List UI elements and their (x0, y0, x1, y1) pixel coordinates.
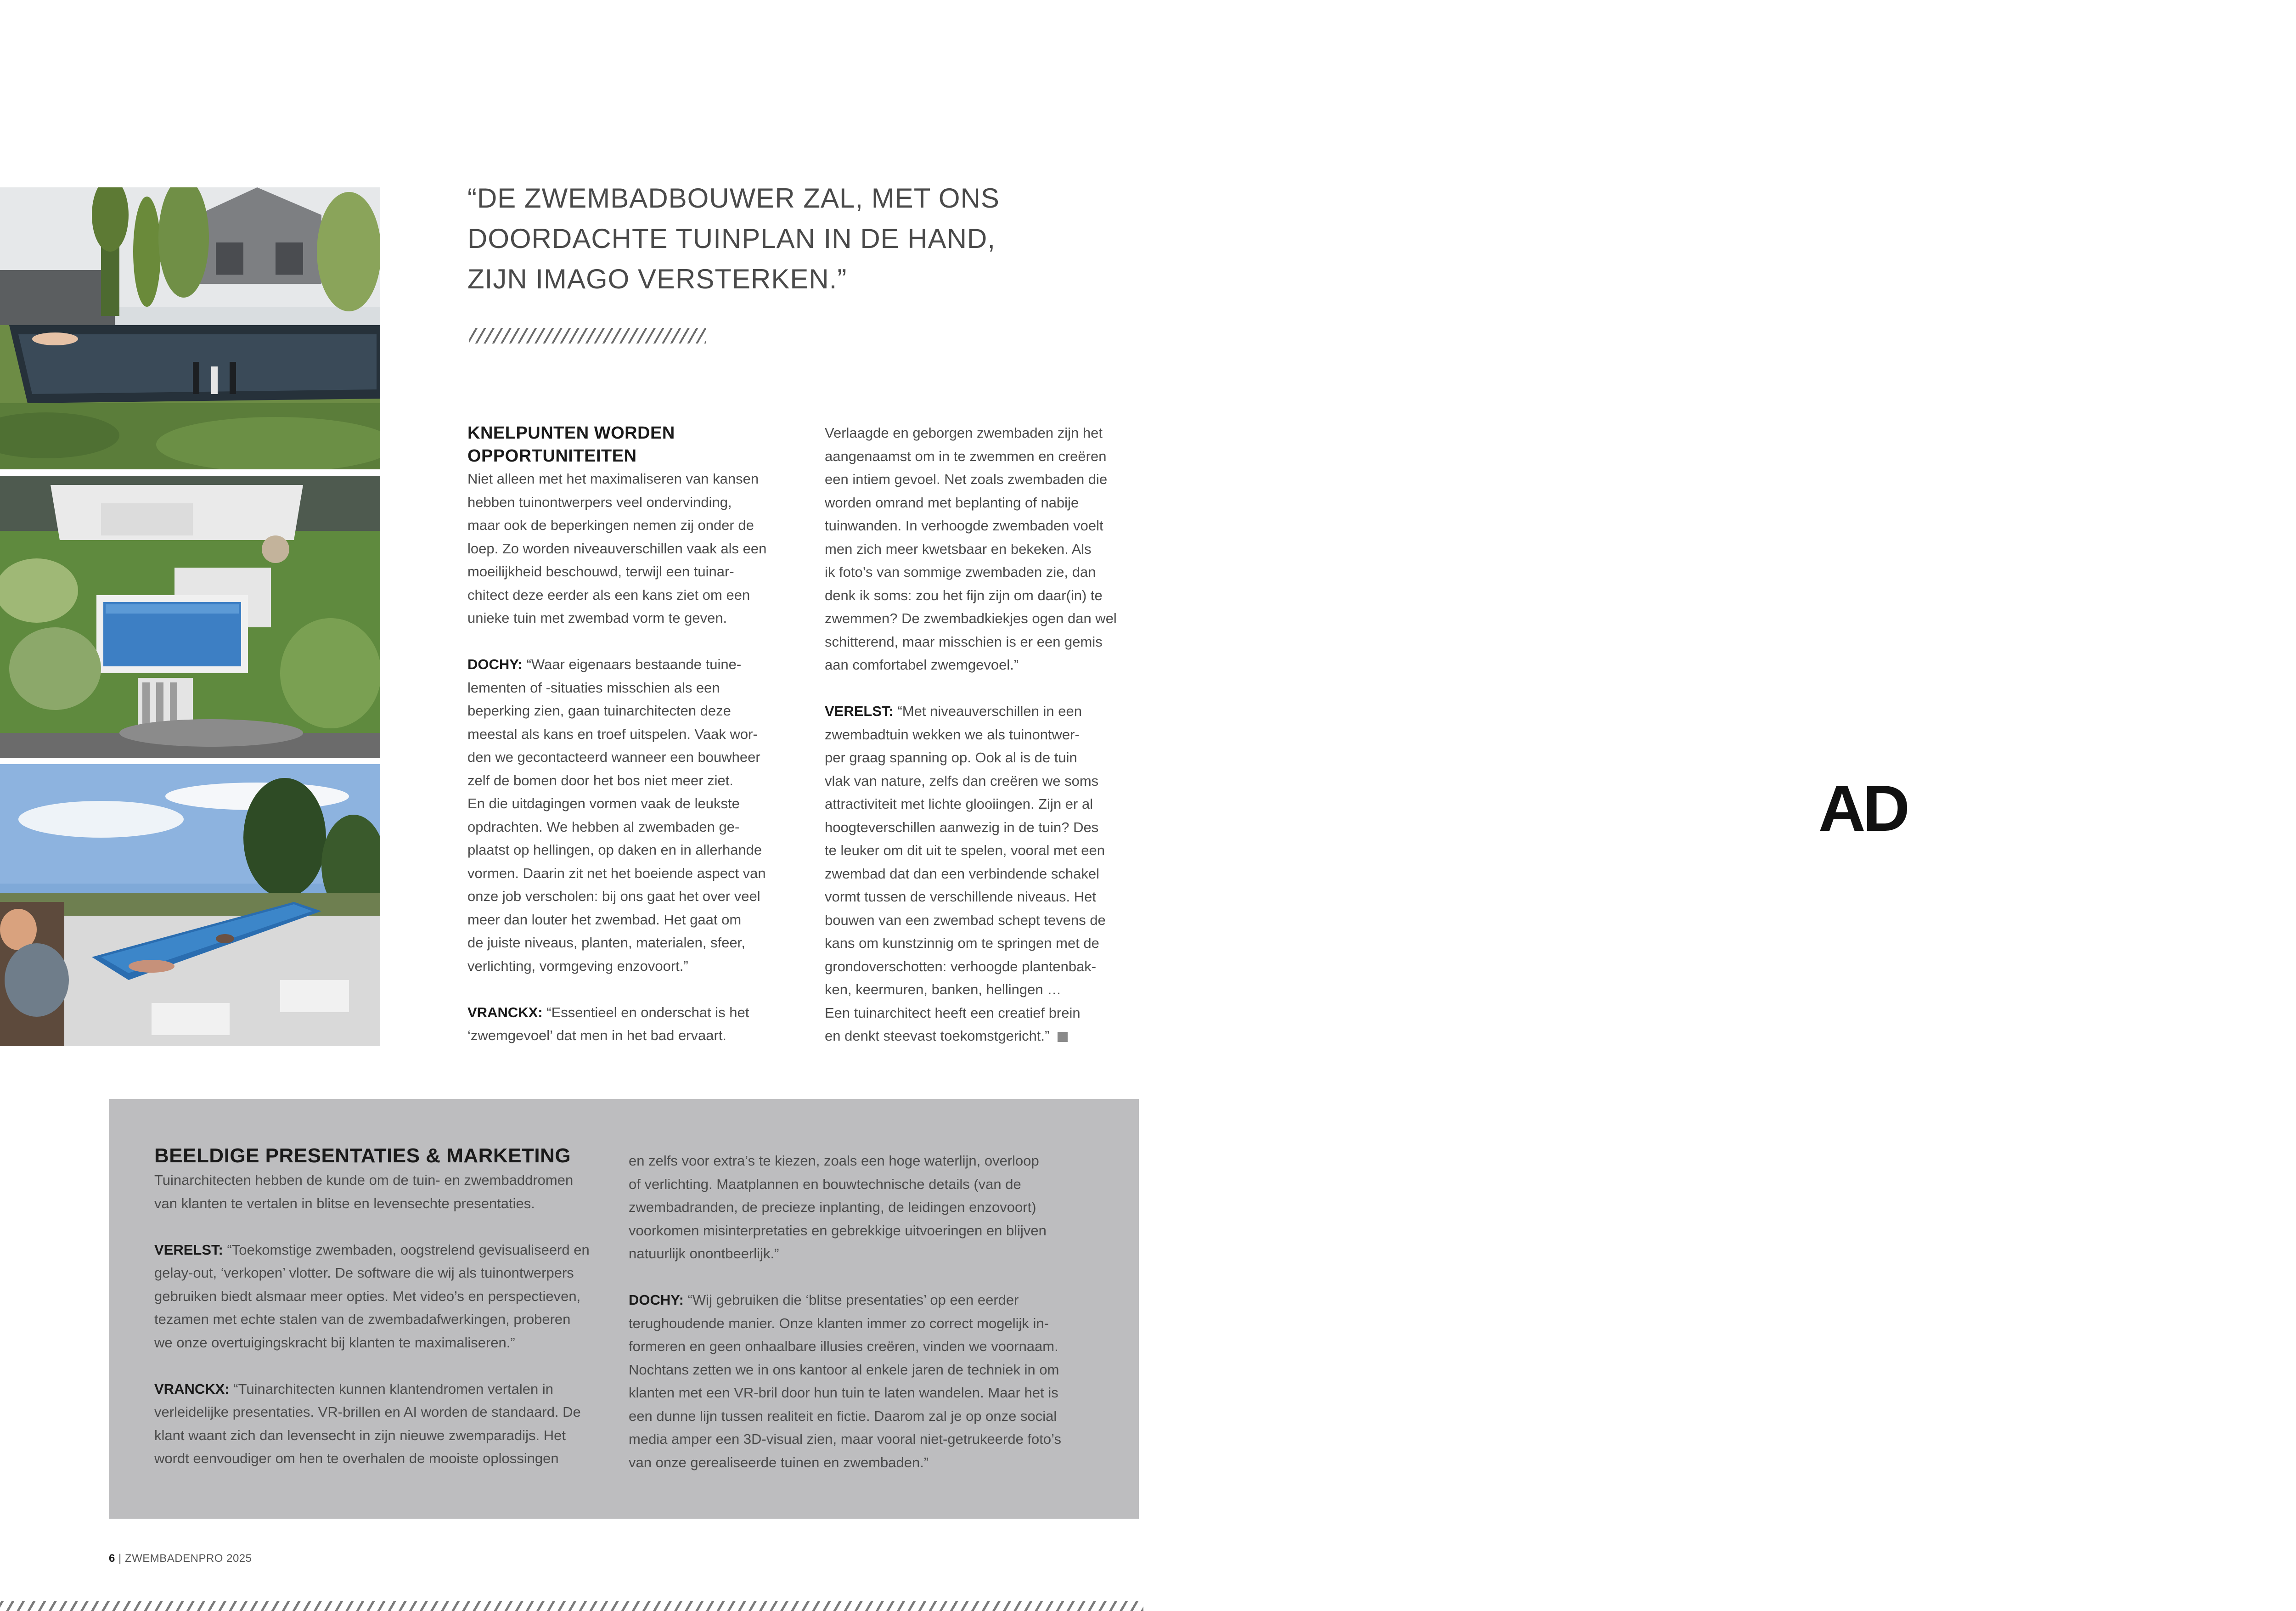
box-column-right (629, 1149, 1097, 1474)
pool-perspective-render-image (0, 764, 380, 1046)
paragraph-line: van onze gerealiseerde tuinen en zwembaden.” (629, 1454, 929, 1470)
paragraph-line: Nochtans zetten we in ons kantoor al enkele jaren de techniek in om (629, 1361, 1059, 1378)
paragraph-line: zwembadranden, de precieze inplanting, de leidingen enzovoort) (629, 1199, 1036, 1215)
paragraph-line: VRANCKX: “Essentieel en onderschat is het (467, 1004, 749, 1020)
paragraph-line: DOCHY: “Wij gebruiken die ‘blitse presentaties’ op een eerder (629, 1292, 1019, 1308)
paragraph-line: Een tuinarchitect heeft een creatief brein (825, 1004, 1080, 1021)
paragraph-line: grondoverschotten: verhoogde plantenbak- (825, 958, 1097, 974)
paragraph-line: attractiviteit met lichte glooiingen. Zijn er al (825, 796, 1093, 812)
paragraph-line: verlichting, vormgeving enzovoort.” (467, 958, 688, 974)
pull-quote-line: DOORDACHTE TUINPLAN IN DE HAND, (467, 223, 996, 254)
page-footer: 6 | ZWEMBADENPRO 2025 (109, 1552, 252, 1565)
paragraph-line: unieke tuin met zwembad vorm te geven. (467, 610, 727, 626)
paragraph-line: opdrachten. We hebben al zwembaden ge- (467, 818, 740, 835)
paragraph-line: per graag spanning op. Ook al is de tuin (825, 749, 1077, 766)
paragraph-line: voorkomen misinterpretaties en gebrekkige uitvoeringen en blijven (629, 1222, 1047, 1239)
paragraph-line: ik foto’s van sommige zwembaden zie, dan (825, 564, 1096, 580)
article-column-left (467, 422, 789, 1048)
paragraph-line: klanten met een VR-bril door hun tuin te laten wandelen. Maar het is (629, 1385, 1058, 1401)
paragraph-line: hoogteverschillen aanwezig in de tuin? Des (825, 819, 1099, 835)
pull-quote-line: ZIJN IMAGO VERSTERKEN.” (467, 264, 847, 294)
paragraph-line: meer dan louter het zwembad. Het gaat om (467, 911, 742, 928)
end-of-article-square-icon (1058, 1032, 1068, 1042)
paragraph-line: denk ik soms: zou het fijn zijn om daar(in) te (825, 587, 1103, 603)
paragraph-line: en denkt steevast toekomstgericht.” (825, 1025, 1146, 1048)
paragraph-line: tezamen met echte stalen van de zwembadafwerkingen, proberen (154, 1311, 571, 1327)
paragraph-line: chitect deze eerder als een kans ziet om een (467, 586, 750, 603)
paragraph-line: VRANCKX: “Tuinarchitecten kunnen klantendromen vertalen in (154, 1380, 554, 1397)
paragraph-line: zwemmen? De zwembadkiekjes ogen dan wel (825, 610, 1117, 626)
paragraph-line: formeren en geen onhaalbare illusies creëren, vinden we voornaam. (629, 1338, 1058, 1354)
speaker-name: VRANCKX: (467, 1004, 543, 1020)
paragraph-line: aangenaamst om in te zwemmen en creëren (825, 448, 1107, 464)
paragraph-line: media amper een 3D-visual zien, maar vooral niet-getrukeerde foto’s (629, 1431, 1061, 1447)
paragraph-line: te leuker om dit uit te spelen, vooral met een (825, 842, 1105, 858)
paragraph-line: men zich meer kwetsbaar en bekeken. Als (825, 541, 1092, 557)
box-column-left (154, 1143, 613, 1470)
paragraph-line: tuinwanden. In verhoogde zwembaden voelt (825, 518, 1103, 534)
pull-quote-line: “DE ZWEMBADBOUWER ZAL, MET ONS (467, 183, 1000, 214)
paragraph-line: DOCHY: “Waar eigenaars bestaande tuine- (467, 656, 742, 672)
paragraph-line: zelf de bomen door het bos niet meer ziet. (467, 772, 733, 789)
section-heading: KNELPUNTEN WORDEN OPPORTUNITEITEN (467, 423, 675, 466)
paragraph-line: vormen. Daarin zit net het boeiende aspect van (467, 865, 766, 881)
paragraph-line: vormt tussen de verschillende niveaus. Het (825, 889, 1097, 905)
paragraph-line: we onze overtuigingskracht bij klanten te maximaliseren.” (154, 1334, 515, 1351)
paragraph-line: onze job verscholen: bij ons gaat het over veel (467, 888, 760, 904)
paragraph-line: aan comfortabel zwemgevoel.” (825, 657, 1019, 673)
paragraph-line: gebruiken biedt alsmaar meer opties. Met video’s en perspectieven, (154, 1288, 581, 1304)
speaker-name: DOCHY: (467, 656, 523, 672)
paragraph-line: lementen of -situaties misschien als een (467, 679, 720, 696)
paragraph-line: van klanten te vertalen in blitse en levensechte presentaties. (154, 1195, 535, 1211)
paragraph-line: maar ook de beperkingen nemen zij onder de (467, 517, 754, 533)
page-number: 6 (109, 1552, 115, 1565)
paragraph-line: VERELST: “Toekomstige zwembaden, oogstrelend gevisualiseerd en (154, 1241, 590, 1258)
paragraph-line: En die uitdagingen vormen vaak de leukste (467, 795, 740, 811)
hatch-divider (469, 328, 706, 344)
article-column-right (825, 422, 1146, 1048)
garden-pond-render-image (0, 187, 380, 469)
paragraph-line: moeilijkheid beschouwd, terwijl een tuinar- (467, 563, 734, 580)
paragraph-line: de juiste niveaus, planten, materialen, sfeer, (467, 935, 745, 951)
paragraph-line: wordt eenvoudiger om hen te overhalen de mooiste oplossingen (154, 1450, 559, 1466)
speaker-name: VERELST: (154, 1241, 223, 1258)
paragraph-line: beperking zien, gaan tuinarchitecten deze (467, 703, 731, 719)
paragraph-line: Niet alleen met het maximaliseren van kansen (467, 471, 759, 487)
ad-logo: AD (1818, 772, 1908, 845)
paragraph-line: VERELST: “Met niveauverschillen in een (825, 703, 1082, 719)
paragraph-line: natuurlijk onontbeerlijk.” (629, 1245, 779, 1262)
paragraph-line: verleidelijke presentaties. VR-brillen en AI worden de standaard. De (154, 1404, 581, 1420)
paragraph-line: ‘zwemgevoel’ dat men in het bad ervaart. (467, 1027, 727, 1043)
paragraph-line: worden omrand met beplanting of nabije (825, 494, 1079, 511)
paragraph-line: kans om kunstzinnig om te springen met de (825, 935, 1099, 951)
paragraph-line: of verlichting. Maatplannen en bouwtechnische details (van de (629, 1176, 1021, 1192)
paragraph-line: Verlaagde en geborgen zwembaden zijn het (825, 425, 1103, 441)
paragraph-line: meestal als kans en troef uitspelen. Vaak wor- (467, 726, 758, 742)
paragraph-line: plaatst op hellingen, op daken en in allerhande (467, 842, 762, 858)
hatch-divider (0, 1601, 1143, 1611)
paragraph-line: vlak van nature, zelfs dan creëren we soms (825, 772, 1099, 789)
paragraph-line: Tuinarchitecten hebben de kunde om de tuin- en zwembaddromen (154, 1172, 574, 1188)
speaker-name: DOCHY: (629, 1292, 684, 1308)
box-heading: BEELDIGE PRESENTATIES & MARKETING (154, 1144, 571, 1167)
paragraph-line: en zelfs voor extra’s te kiezen, zoals een hoge waterlijn, overloop (629, 1153, 1039, 1169)
paragraph-line: een intiem gevoel. Net zoals zwembaden die (825, 471, 1108, 487)
sidebar-box (109, 1099, 1139, 1519)
paragraph-line: klant waant zich dan levensecht in zijn nieuwe zwemparadijs. Het (154, 1427, 566, 1443)
paragraph-line: schitterend, maar misschien is er een gemis (825, 633, 1103, 650)
paragraph-line: loep. Zo worden niveauverschillen vaak als een (467, 540, 767, 557)
pull-quote (467, 178, 1064, 299)
paragraph-line: gelay-out, ‘verkopen’ vlotter. De software die wij als tuinontwerpers (154, 1265, 574, 1281)
paragraph-line: terughoudende manier. Onze klanten immer zo correct mogelijk in- (629, 1315, 1049, 1331)
publication-name: ZWEMBADENPRO 2025 (124, 1552, 252, 1565)
garden-pool-topview-image (0, 476, 380, 758)
paragraph-line: zwembadtuin wekken we als tuinontwer- (825, 726, 1080, 743)
paragraph-line: hebben tuinontwerpers veel ondervinding, (467, 494, 732, 510)
paragraph-line: zwembad dat dan een verbindende schakel (825, 865, 1100, 882)
paragraph-line: bouwen van een zwembad schept tevens de (825, 912, 1106, 928)
paragraph-line: den we gecontacteerd wanneer een bouwheer (467, 749, 760, 765)
paragraph-line: ken, keermuren, banken, hellingen … (825, 981, 1062, 997)
speaker-name: VRANCKX: (154, 1380, 230, 1397)
paragraph-line: een dunne lijn tussen realiteit en fictie. Daarom zal je op onze social (629, 1408, 1057, 1424)
speaker-name: VERELST: (825, 703, 894, 719)
